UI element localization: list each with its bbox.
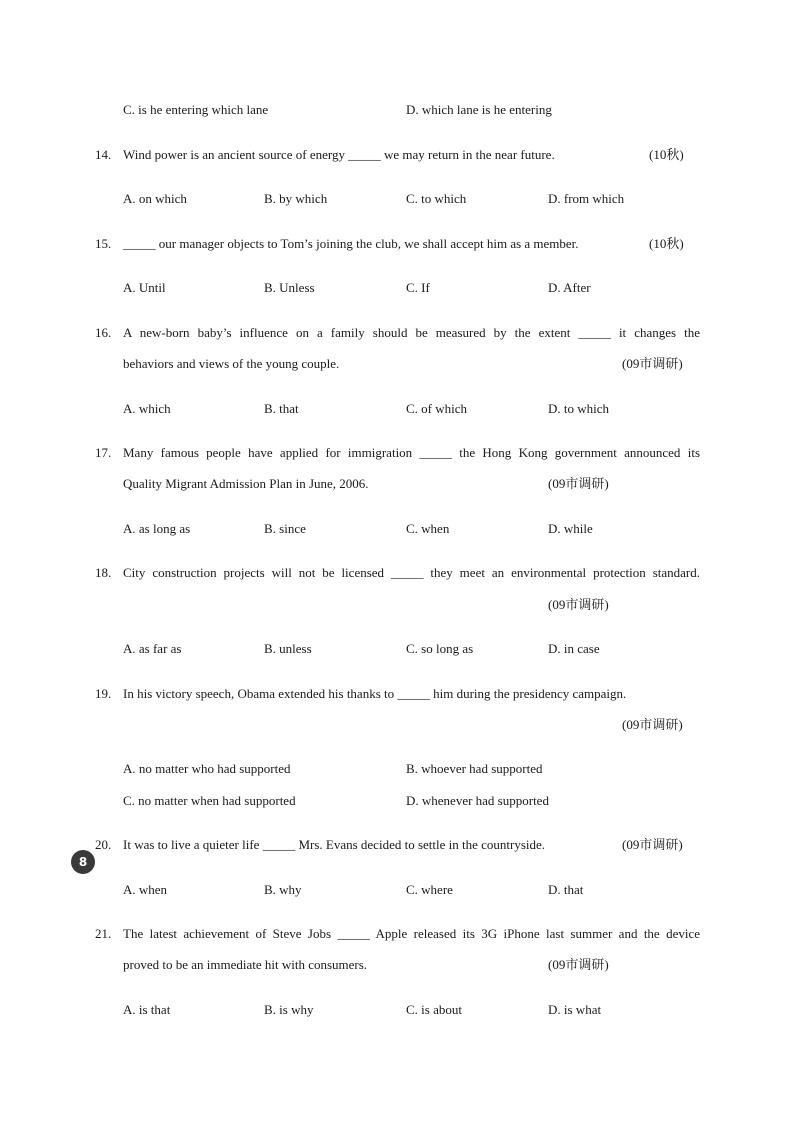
- question-source: (09市调研): [622, 837, 683, 852]
- option-d: D. which lane is he entering: [406, 102, 552, 117]
- question-stem: In his victory speech, Obama extended his thanks to _____ him during the presidency campaign.: [123, 686, 627, 701]
- option-d: D. in case: [548, 641, 600, 656]
- question-stem-continued: proved to be an immediate hit with consumers.: [123, 957, 368, 972]
- option-c: C. is he entering which lane: [123, 102, 269, 117]
- option-a: A. on which: [123, 191, 187, 206]
- question-number: 21.: [95, 926, 112, 941]
- option-d: D. to which: [548, 401, 610, 416]
- question-number: 17.: [95, 445, 112, 460]
- option-b: B. Unless: [264, 280, 315, 295]
- question-stem: City construction projects will not be licensed _____ they meet an environmental protection standard.: [123, 565, 700, 580]
- option-b: B. is why: [264, 1002, 314, 1017]
- question-source: (09市调研): [622, 717, 683, 732]
- option-d: D. from which: [548, 191, 625, 206]
- question-stem: _____ our manager objects to Tom’s joining the club, we shall accept him as a member.: [123, 236, 579, 251]
- question-source: (09市调研): [548, 476, 609, 491]
- option-a: A. as far as: [123, 641, 182, 656]
- option-d: D. After: [548, 280, 591, 295]
- option-a: A. when: [123, 882, 168, 897]
- option-c: C. when: [406, 521, 450, 536]
- option-d: D. while: [548, 521, 593, 536]
- option-d: D. that: [548, 882, 584, 897]
- question-source: (09市调研): [548, 957, 609, 972]
- option-d: D. is what: [548, 1002, 602, 1017]
- question-number: 14.: [95, 147, 112, 162]
- option-b: B. whoever had supported: [406, 761, 543, 776]
- question-source: (09市调研): [622, 356, 683, 371]
- option-b: B. by which: [264, 191, 328, 206]
- question-number: 20.: [95, 837, 112, 852]
- option-a: A. as long as: [123, 521, 191, 536]
- question-stem-continued: Quality Migrant Admission Plan in June, 2006.: [123, 476, 369, 491]
- question-stem: It was to live a quieter life _____ Mrs. Evans decided to settle in the countryside.: [123, 837, 546, 852]
- question-source: (10秋): [649, 236, 684, 251]
- option-b: B. why: [264, 882, 302, 897]
- question-source: (10秋): [649, 147, 684, 162]
- option-d: D. whenever had supported: [406, 793, 549, 808]
- question-stem: A new-born baby’s influence on a family should be measured by the extent _____ it changes the: [123, 325, 700, 340]
- option-c: C. so long as: [406, 641, 474, 656]
- question-stem: The latest achievement of Steve Jobs _____ Apple released its 3G iPhone last summer and the device: [123, 926, 700, 941]
- option-a: A. is that: [123, 1002, 171, 1017]
- option-c: C. of which: [406, 401, 468, 416]
- question-stem-continued: behaviors and views of the young couple.: [123, 356, 340, 371]
- question-stem: Wind power is an ancient source of energy _____ we may return in the near future.: [123, 147, 555, 162]
- option-a: A. Until: [123, 280, 166, 295]
- page-number-badge: 8: [71, 850, 95, 874]
- option-c: C. is about: [406, 1002, 462, 1017]
- option-b: B. that: [264, 401, 299, 416]
- option-c: C. where: [406, 882, 453, 897]
- option-b: B. unless: [264, 641, 312, 656]
- option-c: C. no matter when had supported: [123, 793, 296, 808]
- question-source: (09市调研): [548, 597, 609, 612]
- option-c: C. If: [406, 280, 430, 295]
- option-b: B. since: [264, 521, 306, 536]
- question-number: 15.: [95, 236, 112, 251]
- question-number: 19.: [95, 686, 112, 701]
- option-a: A. which: [123, 401, 171, 416]
- question-stem: Many famous people have applied for immigration _____ the Hong Kong government announced its: [123, 445, 700, 460]
- option-a: A. no matter who had supported: [123, 761, 291, 776]
- question-number: 16.: [95, 325, 112, 340]
- option-c: C. to which: [406, 191, 467, 206]
- question-number: 18.: [95, 565, 112, 580]
